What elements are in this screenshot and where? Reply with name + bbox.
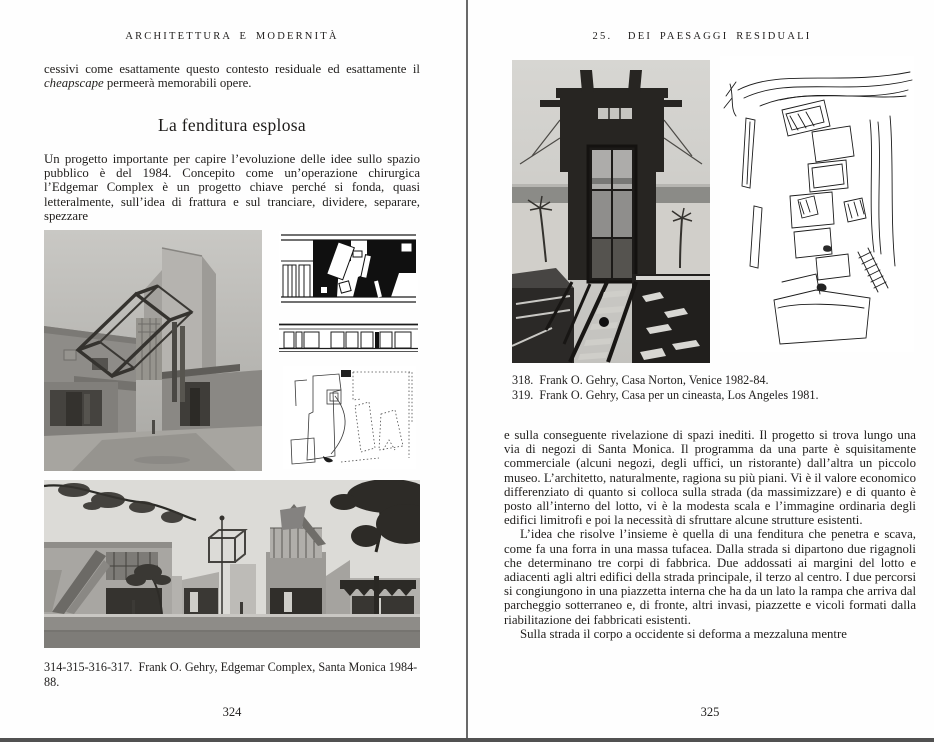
- street-elevation-image: [279, 322, 418, 352]
- body-paragraph-left: Un progetto importante per capire l’evoluzione delle idee sullo spazio pubblico è del 1984. Concepito come un’operazione chirurgica l’Edgemar Complex è un progetto chiave perché si fonda, quasi letteralmente, sull’idea di frattura e sul tranciare, dividere, separare, spezzare: [44, 152, 420, 223]
- intro-text-post: permeerà memorabili opere.: [103, 76, 252, 91]
- page-number-right: 325: [700, 705, 720, 719]
- photo-casa-norton: [512, 60, 710, 363]
- photo-edgemar-street: [44, 480, 420, 648]
- section-title: La fenditura esplosa: [158, 115, 306, 135]
- casa-cineasta-sketch-image: [720, 56, 914, 352]
- casa-norton-image: [512, 60, 710, 363]
- edgemar-street-image: [44, 480, 420, 648]
- running-head-left: ARCHITETTURA E MODERNITÀ: [125, 31, 339, 42]
- street-elevation-drawing: [279, 322, 418, 352]
- site-plan-drawing: [283, 366, 416, 469]
- italic-term: cheapscape: [44, 76, 104, 91]
- figure-ground-plan: [279, 231, 418, 306]
- photo-edgemar-courtyard: [44, 230, 262, 471]
- caption-casa-cineasta: 319. Frank O. Gehry, Casa per un cineasta, Los Angeles 1981.: [512, 387, 819, 402]
- intro-paragraph: [44, 62, 420, 90]
- caption-edgemar: 314-315-316-317. Frank O. Gehry, Edgemar Complex, Santa Monica 1984-88.: [44, 660, 418, 689]
- sketch-casa-cineasta: [720, 56, 914, 352]
- figure-ground-plan-image: [279, 231, 418, 306]
- scan-bottom-edge: [0, 738, 934, 742]
- body-paragraph-2: L’idea che risolve l’insieme è quella di una fenditura che penetra e scava, come fa una forra in una massa tufacea. Dalla strada si dipartono due rigagnoli che determinano tre corpi di fabbrica. Due addossati ai margini del lotto e adiacenti agli altri edifici della strada principale, il terzo al centro. I due percorsi si congiungono in una piazzetta interna che ha da un lato la rampa che arriva dal parcheggio sotterraneo e, di fronte, altri invasi, piazzette e vicoli formati dalla riabilitazione dei fabbricati esistenti.: [504, 527, 916, 627]
- caption-block-right: [512, 373, 922, 402]
- page-left: [0, 0, 466, 742]
- page-right: [468, 0, 934, 742]
- body-paragraph-3: Sulla strada il corpo a occidente si deforma a mezzaluna mentre: [520, 626, 847, 641]
- body-column-right: [504, 428, 916, 641]
- page-number-left: 324: [222, 705, 242, 719]
- intro-text-pre: cessivi come esattamente questo contesto residuale ed esattamente il: [44, 62, 420, 76]
- body-paragraph-1: e sulla conseguente rivelazione di spazi inediti. Il progetto si trova lungo una via di negozi di Santa Monica. Il programma da una parte è squisitamente commerciale (alcuni negozi, degli uffici, un ristorante) dall’altra un piccolo museo. L’architetto, naturalmente, ragiona su più piani. Vi è il valore economico differenziato di quanto si colloca sulla strada (da massimizzare) e di quanto è posto all’interno del lotto, vi è la modesta scala e l’immagine ordinaria degli edifici limitrofi e poi la necessità di sfruttare alcune strutture esistenti.: [504, 428, 916, 528]
- running-head-right: 25. DEI PAESAGGI RESIDUALI: [592, 31, 812, 42]
- edgemar-courtyard-image: [44, 230, 262, 471]
- site-plan-image: [283, 366, 416, 469]
- caption-casa-norton: 318. Frank O. Gehry, Casa Norton, Venice 1982-84.: [512, 373, 769, 387]
